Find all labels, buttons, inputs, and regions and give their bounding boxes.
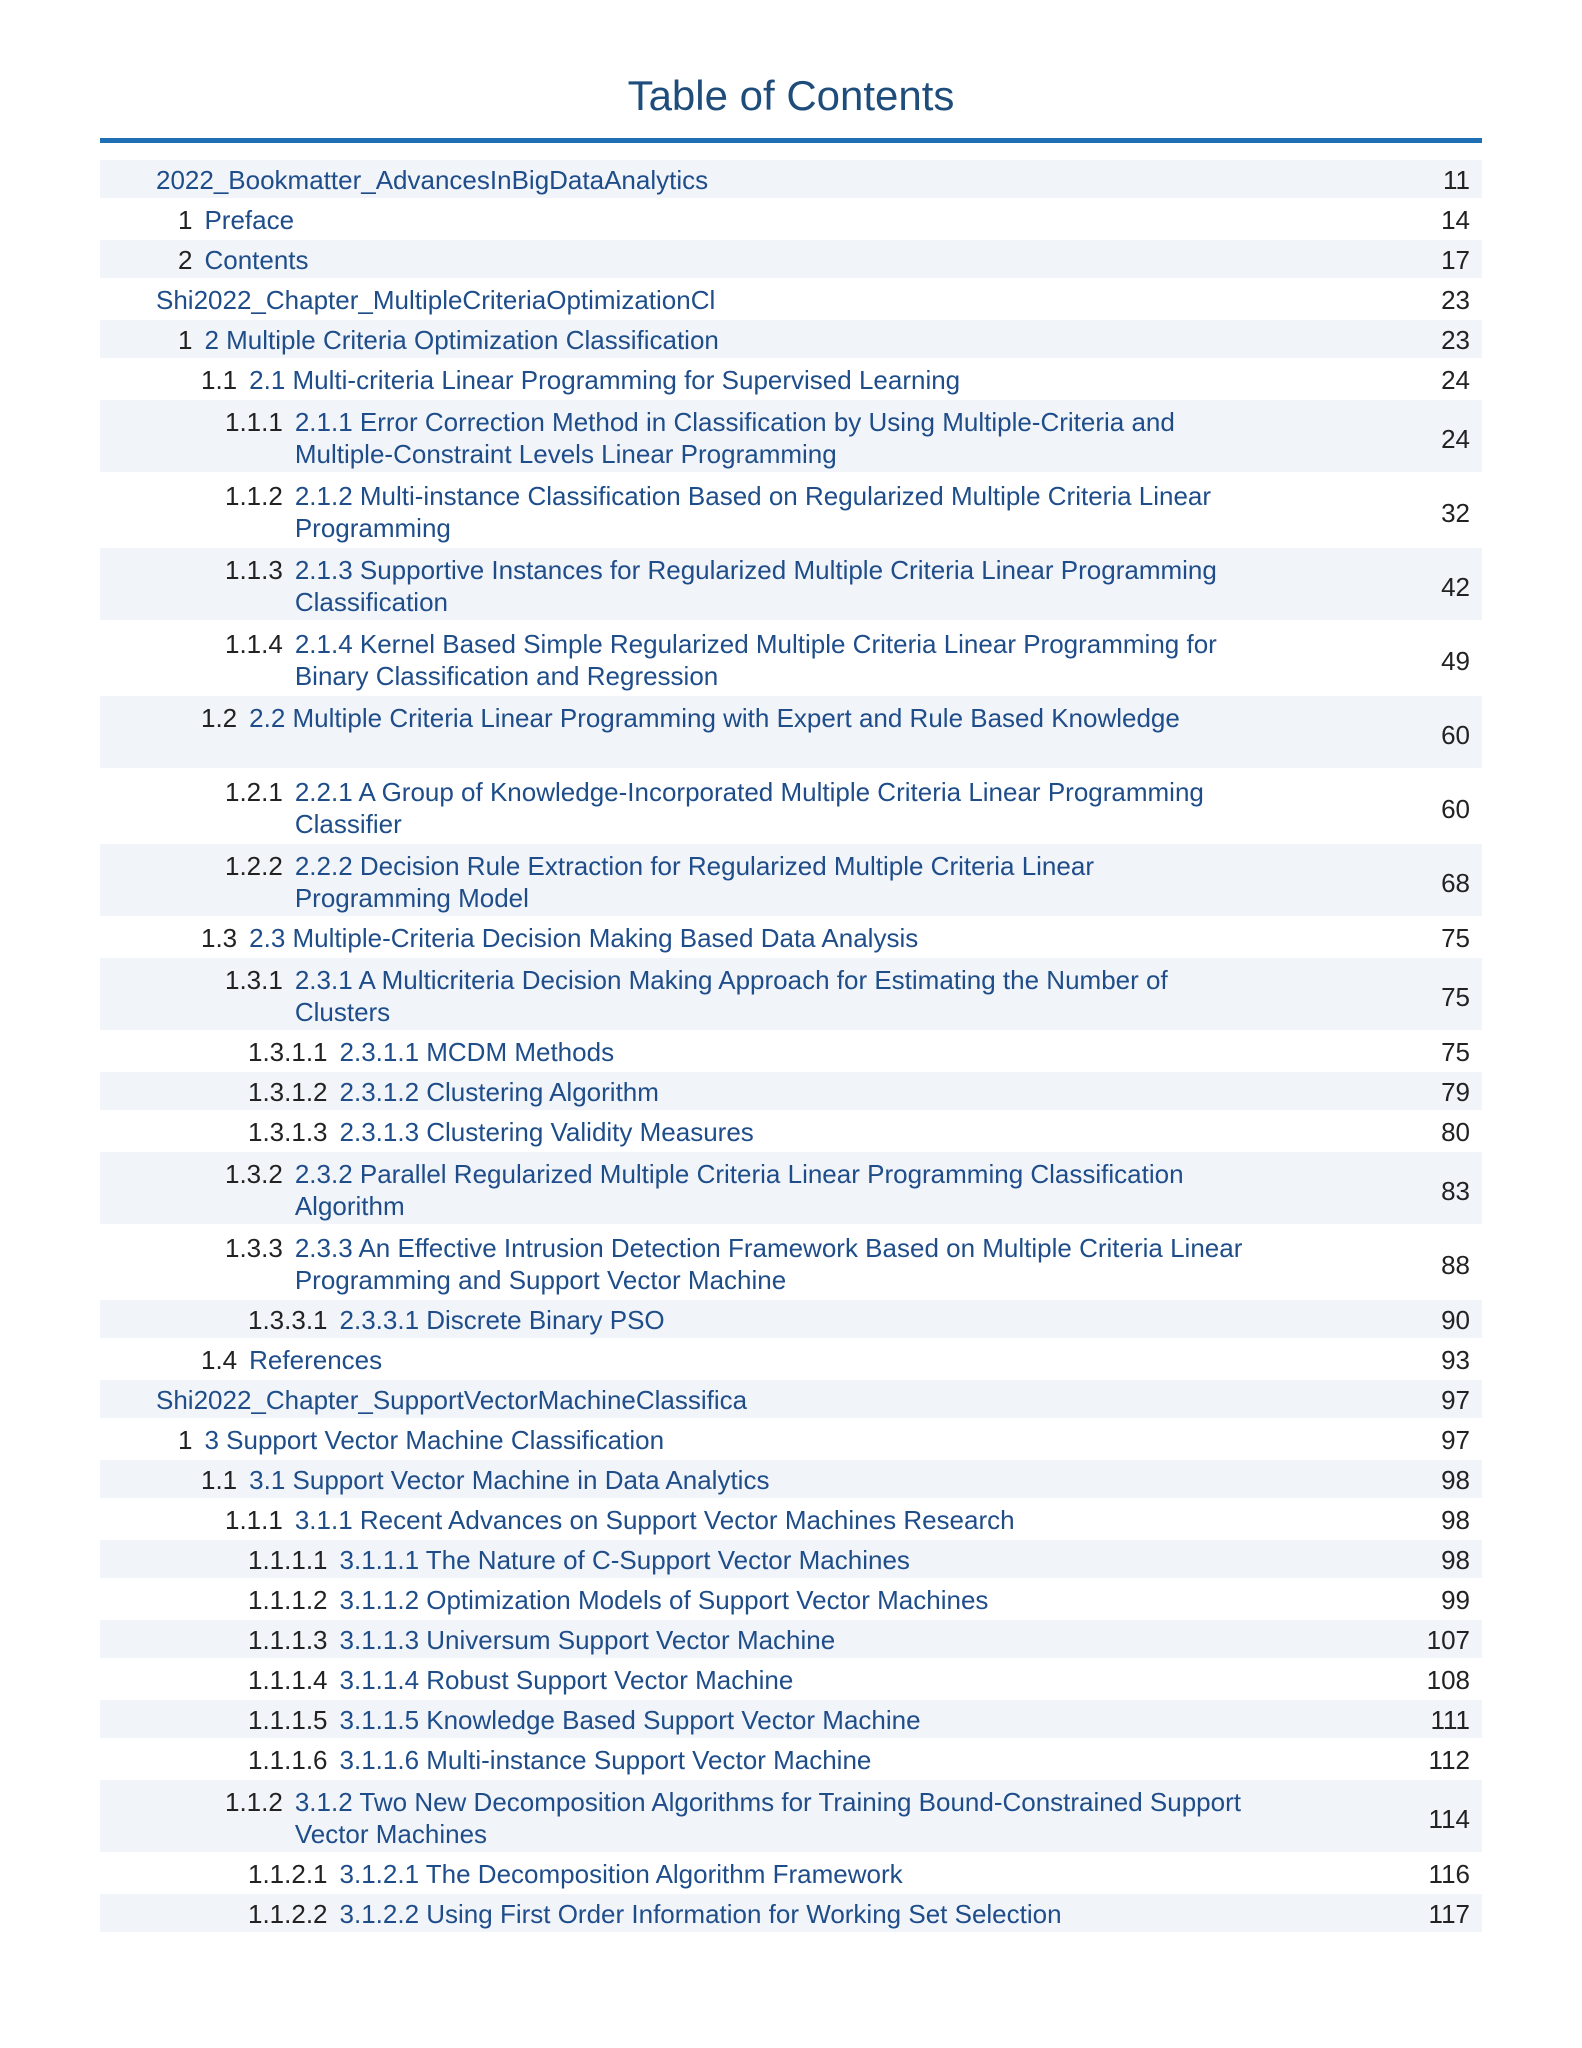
toc-entry[interactable] [100,1032,1482,1072]
toc-entry[interactable] [100,844,1482,918]
toc-entry-page: 79 [1441,1077,1470,1107]
toc-entry-link[interactable]: Contents [204,245,309,275]
toc-entry-page: 75 [1441,923,1470,953]
toc-entry-number: 1.1.1 [225,407,283,437]
toc-entry-number: 1.3.1.1 [248,1037,328,1067]
toc-entry-link[interactable]: 2022_Bookmatter_AdvancesInBigDataAnalytics [156,165,709,195]
toc-entry[interactable] [100,1580,1482,1620]
toc-entry-number: 1.1.1 [225,1505,283,1535]
toc-entry-number: 1.4 [201,1345,238,1375]
toc-entry-number: 1.2.2 [225,851,283,881]
toc-list [100,160,1482,1934]
toc-entry[interactable] [100,320,1482,360]
toc-entry-link[interactable]: Shi2022_Chapter_SupportVectorMachineClassifica [156,1385,748,1415]
toc-entry-page: 116 [1428,1859,1470,1889]
toc-entry-page: 112 [1428,1745,1470,1775]
toc-entry-page: 23 [1441,285,1470,315]
toc-entry[interactable] [100,1300,1482,1340]
toc-entry[interactable] [100,240,1482,280]
toc-entry-link[interactable]: 2.3.3 An Effective Intrusion Detection Framework Based on Multiple Criteria Linear Programming and Support Vector Machine [294,1233,1243,1295]
toc-entry-number: 1.1.1.1 [248,1545,328,1575]
toc-entry-link[interactable]: 2.3 Multiple-Criteria Decision Making Based Data Analysis [249,923,919,953]
toc-entry-page: 83 [1441,1176,1470,1206]
toc-entry-page: 108 [1426,1665,1470,1695]
toc-entry-link[interactable]: 2.3.1 A Multicriteria Decision Making Approach for Estimating the Number of Clusters [294,965,1168,1027]
toc-entry-link[interactable]: 3.1 Support Vector Machine in Data Analytics [249,1465,770,1495]
toc-entry-link[interactable]: 3.1.2.1 The Decomposition Algorithm Framework [339,1859,903,1889]
toc-entry-link[interactable]: 3.1.2.2 Using First Order Information for Working Set Selection [339,1899,1062,1929]
toc-entry-page: 60 [1441,720,1470,750]
toc-entry-link[interactable]: 2.2.2 Decision Rule Extraction for Regularized Multiple Criteria Linear Programming Model [294,851,1094,913]
toc-entry-link[interactable]: Preface [204,205,295,235]
toc-entry-page: 75 [1441,982,1470,1012]
toc-entry-number: 1.2 [201,703,238,733]
toc-entry[interactable] [100,1380,1482,1420]
toc-entry[interactable] [100,1226,1482,1300]
toc-entry[interactable] [100,1460,1482,1500]
toc-entry-number: 1.3.1.2 [248,1077,328,1107]
toc-entry[interactable] [100,1500,1482,1540]
toc-entry-number: 1.1.2 [225,481,283,511]
toc-entry[interactable] [100,696,1482,770]
toc-entry-page: 117 [1428,1899,1470,1929]
toc-entry-number: 1 [178,205,193,235]
toc-entry-link[interactable]: 2 Multiple Criteria Optimization Classification [204,325,719,355]
toc-entry[interactable] [100,1660,1482,1700]
toc-entry[interactable] [100,280,1482,320]
toc-entry-page: 23 [1441,325,1470,355]
toc-entry-number: 1.3.1.3 [248,1117,328,1147]
toc-entry-number: 1.1.4 [225,629,283,659]
toc-entry[interactable] [100,1420,1482,1460]
toc-entry-page: 111 [1430,1705,1470,1735]
toc-entry-page: 17 [1441,245,1470,275]
toc-entry-page: 14 [1441,205,1470,235]
toc-entry-page: 97 [1441,1425,1470,1455]
toc-entry-page: 42 [1441,572,1470,602]
toc-entry[interactable] [100,1112,1482,1152]
toc-entry-number: 1.3.3.1 [248,1305,328,1335]
toc-entry-link[interactable]: 3.1.1 Recent Advances on Support Vector Machines Research [294,1505,1015,1535]
toc-entry-link[interactable]: 2.1.3 Supportive Instances for Regularized Multiple Criteria Linear Programming Classification [294,555,1217,617]
toc-entry-page: 32 [1441,498,1470,528]
toc-entry-number: 1.1.1.4 [248,1665,328,1695]
toc-entry-page: 60 [1441,794,1470,824]
toc-entry-number: 1.1.1.3 [248,1625,328,1655]
toc-entry-link[interactable]: 2.3.1.1 MCDM Methods [339,1037,615,1067]
toc-entry-link[interactable]: 2.3.3.1 Discrete Binary PSO [339,1305,665,1335]
toc-entry-number: 1.3.3 [225,1233,283,1263]
toc-entry-page: 99 [1441,1585,1470,1615]
toc-entry[interactable] [100,1620,1482,1660]
toc-entry-number: 1.1.1.2 [248,1585,328,1615]
toc-entry[interactable] [100,200,1482,240]
toc-entry-number: 2 [178,245,193,275]
toc-entry-page: 107 [1426,1625,1470,1655]
toc-entry-link[interactable]: 3.1.1.2 Optimization Models of Support Vector Machines [339,1585,989,1615]
toc-entry-page: 97 [1441,1385,1470,1415]
toc-entry[interactable] [100,160,1482,200]
toc-entry-number: 1.3.2 [225,1159,283,1189]
toc-entry-number: 1.1.3 [225,555,283,585]
toc-entry-page: 93 [1441,1345,1470,1375]
toc-entry[interactable] [100,400,1482,474]
title-divider [100,138,1482,143]
toc-entry[interactable] [100,360,1482,400]
page-title: Table of Contents [627,72,955,119]
toc-entry-number: 1 [178,325,193,355]
toc-entry-link[interactable]: 2.2.1 A Group of Knowledge-Incorporated Multiple Criteria Linear Programming Classifier [294,777,1204,839]
toc-entry[interactable] [100,1700,1482,1740]
toc-entry-link[interactable]: 2.1.4 Kernel Based Simple Regularized Multiple Criteria Linear Programming for Binary Classification and Regression [294,629,1217,691]
toc-entry-link[interactable]: 2.3.1.3 Clustering Validity Measures [339,1117,754,1147]
toc-entry-page: 24 [1441,365,1470,395]
toc-entry-link[interactable]: 2.3.1.2 Clustering Algorithm [339,1077,659,1107]
toc-entry-link[interactable]: Shi2022_Chapter_MultipleCriteriaOptimizationCl [156,285,716,315]
toc-entry[interactable] [100,548,1482,622]
toc-entry-link[interactable]: 2.3.2 Parallel Regularized Multiple Criteria Linear Programming Classification Algorithm [294,1159,1184,1221]
toc-entry[interactable] [100,1540,1482,1580]
toc-entry-number: 1.1.2.1 [248,1859,328,1889]
toc-entry-page: 68 [1441,868,1470,898]
toc-entry-link[interactable]: 3.1.1.3 Universum Support Vector Machine [339,1625,836,1655]
toc-entry[interactable] [100,474,1482,548]
toc-entry-number: 1.2.1 [225,777,283,807]
toc-entry-page: 11 [1443,165,1470,195]
toc-entry[interactable] [100,918,1482,958]
toc-entry[interactable] [100,1854,1482,1894]
toc-entry-number: 1.3 [201,923,238,953]
toc-entry-number: 1.1 [201,1465,238,1495]
toc-entry-number: 1.1.1.6 [248,1745,328,1775]
toc-entry[interactable] [100,1152,1482,1226]
toc-entry-link[interactable]: 3 Support Vector Machine Classification [204,1425,665,1455]
toc-entry[interactable] [100,1340,1482,1380]
toc-entry-page: 98 [1441,1465,1470,1495]
toc-entry[interactable] [100,1780,1482,1854]
toc-entry-link[interactable]: References [249,1345,383,1375]
toc-entry[interactable] [100,1740,1482,1780]
toc-entry[interactable] [100,770,1482,844]
toc-entry-page: 90 [1441,1305,1470,1335]
toc-entry-link[interactable]: 3.1.1.4 Robust Support Vector Machine [339,1665,794,1695]
toc-entry-page: 24 [1441,424,1470,454]
toc-entry-number: 1.1 [201,365,238,395]
toc-entry-link[interactable]: 2.1 Multi-criteria Linear Programming for Supervised Learning [249,365,961,395]
toc-entry-link[interactable]: 3.1.1.6 Multi-instance Support Vector Machine [339,1745,872,1775]
toc-entry[interactable] [100,1072,1482,1112]
toc-entry-page: 114 [1428,1804,1470,1834]
toc-entry-number: 1.3.1 [225,965,283,995]
toc-entry-link[interactable]: 2.2 Multiple Criteria Linear Programming with Expert and Rule Based Knowledge [249,703,1180,733]
toc-entry-number: 1.1.1.5 [248,1705,328,1735]
toc-entry-link[interactable]: 3.1.1.1 The Nature of C-Support Vector Machines [339,1545,910,1575]
toc-entry-number: 1.1.2 [225,1787,283,1817]
toc-entry-link[interactable]: 3.1.2 Two New Decomposition Algorithms for Training Bound-Constrained Support Vector Machines [294,1787,1241,1849]
toc-entry-link[interactable]: 3.1.1.5 Knowledge Based Support Vector Machine [339,1705,921,1735]
toc-entry-page: 75 [1441,1037,1470,1067]
toc-entry-page: 49 [1441,646,1470,676]
toc-entry-number: 1 [178,1425,193,1455]
toc-entry-link[interactable]: 2.1.1 Error Correction Method in Classification by Using Multiple-Criteria and Multiple-Constraint Levels Linear Programming [294,407,1175,469]
toc-entry-number: 1.1.2.2 [248,1899,328,1929]
toc-entry-page: 88 [1441,1250,1470,1280]
toc-entry[interactable] [100,958,1482,1032]
toc-entry[interactable] [100,1894,1482,1934]
toc-entry-link[interactable]: 2.1.2 Multi-instance Classification Based on Regularized Multiple Criteria Linear Programming [294,481,1212,543]
toc-entry-page: 98 [1441,1545,1470,1575]
toc-entry-page: 98 [1441,1505,1470,1535]
toc-entry-page: 80 [1441,1117,1470,1147]
toc-entry[interactable] [100,622,1482,696]
